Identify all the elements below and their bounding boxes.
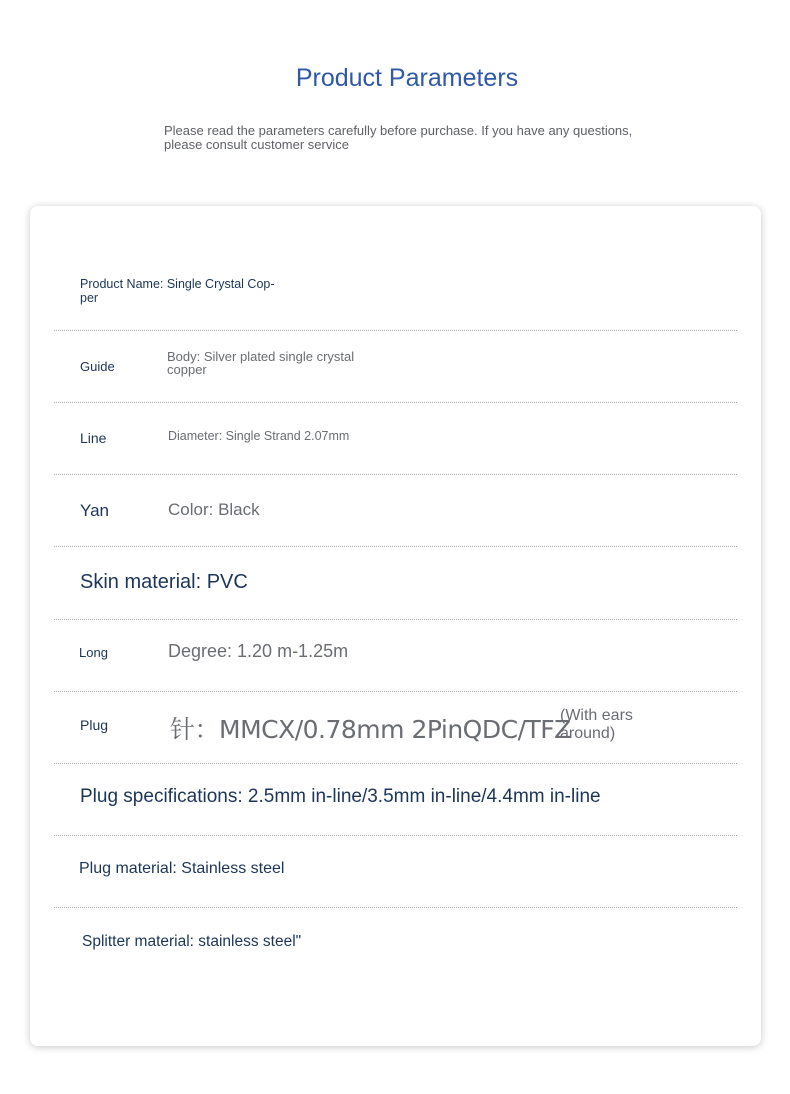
- plug-specifications: Plug specifications: 2.5mm in-line/3.5mm in-line/4.4mm in-line: [80, 786, 601, 807]
- guide-label: Guide: [80, 359, 115, 374]
- yan-label: Yan: [80, 501, 109, 520]
- skin-material: Skin material: PVC: [80, 571, 248, 593]
- plug-label: Plug: [80, 717, 109, 733]
- guide-value: Body: Silver plated single crystal copper: [167, 349, 355, 377]
- row-divider: [54, 763, 737, 764]
- row-divider: [54, 474, 737, 475]
- line-label: Line: [80, 430, 107, 446]
- product-name-text-continued: per: [80, 291, 99, 305]
- row-divider: [54, 546, 737, 547]
- plug-value: 针：MMCX/0.78mm 2PinQDC/TFZ: [170, 715, 571, 744]
- row-divider: [54, 402, 737, 403]
- long-label: Long: [79, 645, 108, 660]
- page-subtitle: Please read the parameters carefully before purchase. If you have any questions, please consult customer service: [164, 123, 633, 152]
- page-title: Product Parameters: [295, 64, 519, 92]
- row-divider: [54, 835, 737, 836]
- parameters-card: [30, 206, 761, 1046]
- plug-note: (With ears around): [560, 707, 633, 742]
- splitter-material: Splitter material: stainless steel": [82, 933, 302, 950]
- row-divider: [54, 330, 737, 331]
- row-divider: [54, 691, 737, 692]
- yan-value: Color: Black: [168, 500, 260, 519]
- line-value: Diameter: Single Strand 2.07mm: [168, 429, 350, 443]
- row-divider: [54, 619, 737, 620]
- plug-material: Plug material: Stainless steel: [79, 860, 285, 877]
- long-value: Degree: 1.20 m-1.25m: [168, 641, 349, 661]
- product-name-text: Product Name: Single Crystal Cop-: [80, 277, 275, 291]
- row-divider: [54, 907, 737, 908]
